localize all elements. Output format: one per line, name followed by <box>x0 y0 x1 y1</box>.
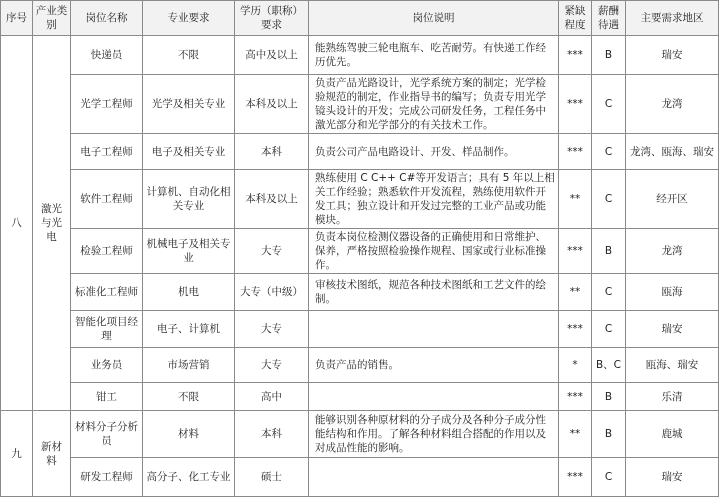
cell-area: 龙湾 <box>626 75 719 134</box>
cell-position: 电子工程师 <box>71 134 143 170</box>
cell-scarcity: ** <box>559 411 592 458</box>
cell-major: 光学及相关专业 <box>143 75 235 134</box>
cell-desc: 负责产品的销售。 <box>309 348 559 383</box>
group-industry: 激光与光电 <box>33 36 71 411</box>
cell-salary: B <box>592 383 626 411</box>
cell-edu: 本科 <box>235 411 309 458</box>
group-no: 九 <box>1 411 33 497</box>
cell-area: 龙湾 <box>626 229 719 274</box>
cell-desc: 审核技术图纸，规范各种技术图纸和工艺文件的绘制。 <box>309 274 559 311</box>
header-area: 主要需求地区 <box>626 1 719 36</box>
table-row <box>1 170 719 229</box>
cell-salary: C <box>592 274 626 311</box>
table-row <box>1 274 719 311</box>
cell-area: 瓯海 <box>626 274 719 311</box>
table-row <box>1 134 719 170</box>
cell-area: 龙湾、瓯海、瑞安 <box>626 134 719 170</box>
group-no: 八 <box>1 36 33 411</box>
cell-scarcity: ** <box>559 170 592 229</box>
group-industry: 新材料 <box>33 411 71 497</box>
cell-major: 计算机、自动化相关专业 <box>143 170 235 229</box>
cell-area: 瑞安 <box>626 311 719 348</box>
header-edu: 学历（职称）要求 <box>235 1 309 36</box>
cell-salary: C <box>592 170 626 229</box>
cell-scarcity: *** <box>559 75 592 134</box>
header-position: 岗位名称 <box>71 1 143 36</box>
cell-scarcity: *** <box>559 134 592 170</box>
header-scarcity: 紧缺程度 <box>559 1 592 36</box>
table-row <box>1 348 719 383</box>
cell-desc: 熟练使用 C C++ C#等开发语言；具有 5 年以上相关工作经验；熟悉软件开发流程，熟练使用软件开发工具；独立设计和开发过完整的工业产品或功能模块。 <box>309 170 559 229</box>
cell-edu: 硕士 <box>235 458 309 497</box>
cell-major: 机电 <box>143 274 235 311</box>
cell-position: 智能化项目经理 <box>71 311 143 348</box>
cell-desc: 负责本岗位检测仪器设备的正确使用和日常维护、保养，严格按照检验操作规程、国家或行业标准操作。 <box>309 229 559 274</box>
cell-scarcity: *** <box>559 383 592 411</box>
header-industry: 产业类别 <box>33 1 71 36</box>
cell-salary: B、C <box>592 348 626 383</box>
cell-position: 光学工程师 <box>71 75 143 134</box>
cell-area: 经开区 <box>626 170 719 229</box>
cell-position: 业务员 <box>71 348 143 383</box>
cell-desc: 能熟练驾驶三轮电瓶车、吃苦耐劳。有快递工作经历优先。 <box>309 36 559 75</box>
table-row <box>1 458 719 497</box>
cell-scarcity: *** <box>559 311 592 348</box>
header-desc: 岗位说明 <box>309 1 559 36</box>
cell-desc <box>309 311 559 348</box>
cell-salary: C <box>592 458 626 497</box>
cell-edu: 本科及以上 <box>235 170 309 229</box>
cell-position: 快递员 <box>71 36 143 75</box>
cell-salary: C <box>592 134 626 170</box>
cell-position: 标准化工程师 <box>71 274 143 311</box>
header-salary: 薪酬待遇 <box>592 1 626 36</box>
cell-position: 钳工 <box>71 383 143 411</box>
cell-scarcity: *** <box>559 36 592 75</box>
cell-edu: 高中及以上 <box>235 36 309 75</box>
cell-scarcity: * <box>559 348 592 383</box>
table-row <box>1 75 719 134</box>
cell-salary: B <box>592 229 626 274</box>
cell-area: 鹿城 <box>626 411 719 458</box>
cell-edu: 大专（中级） <box>235 274 309 311</box>
cell-salary: C <box>592 75 626 134</box>
cell-position: 研发工程师 <box>71 458 143 497</box>
cell-major: 不限 <box>143 383 235 411</box>
cell-desc: 负责公司产品电路设计、开发、样品制作。 <box>309 134 559 170</box>
cell-edu: 大专 <box>235 348 309 383</box>
cell-desc: 能够识别各种原材料的分子成分及各种分子成分性能结构和作用。了解各种材料组合搭配的作用以及对成品性能的影响。 <box>309 411 559 458</box>
cell-major: 材料 <box>143 411 235 458</box>
cell-area: 瓯海、瑞安 <box>626 348 719 383</box>
cell-scarcity: *** <box>559 229 592 274</box>
cell-scarcity: ** <box>559 274 592 311</box>
header-row <box>1 1 719 36</box>
cell-salary: B <box>592 411 626 458</box>
table-row <box>1 311 719 348</box>
cell-scarcity: *** <box>559 458 592 497</box>
cell-edu: 高中 <box>235 383 309 411</box>
cell-desc <box>309 383 559 411</box>
cell-salary: B <box>592 36 626 75</box>
table-row <box>1 229 719 274</box>
header-major: 专业要求 <box>143 1 235 36</box>
cell-major: 电子及相关专业 <box>143 134 235 170</box>
table-row <box>1 411 719 458</box>
cell-desc: 负责产品光路设计，光学系统方案的制定；光学检验规范的制定，作业指导书的编写；负责专用光学镜头设计的开发；完成公司研发任务，工程任务中激光部分和光学部分的有关技术工作。 <box>309 75 559 134</box>
cell-area: 瑞安 <box>626 36 719 75</box>
cell-position: 软件工程师 <box>71 170 143 229</box>
cell-edu: 本科及以上 <box>235 75 309 134</box>
cell-position: 材料分子分析员 <box>71 411 143 458</box>
cell-salary: C <box>592 311 626 348</box>
cell-major: 市场营销 <box>143 348 235 383</box>
cell-major: 不限 <box>143 36 235 75</box>
cell-position: 检验工程师 <box>71 229 143 274</box>
cell-major: 电子、计算机 <box>143 311 235 348</box>
table-row <box>1 36 719 75</box>
cell-desc <box>309 458 559 497</box>
cell-edu: 本科 <box>235 134 309 170</box>
cell-edu: 大专 <box>235 229 309 274</box>
table-row <box>1 383 719 411</box>
cell-area: 乐清 <box>626 383 719 411</box>
cell-major: 高分子、化工专业 <box>143 458 235 497</box>
cell-major: 机械电子及相关专业 <box>143 229 235 274</box>
cell-area: 瑞安 <box>626 458 719 497</box>
header-no: 序号 <box>1 1 33 36</box>
cell-edu: 大专 <box>235 311 309 348</box>
